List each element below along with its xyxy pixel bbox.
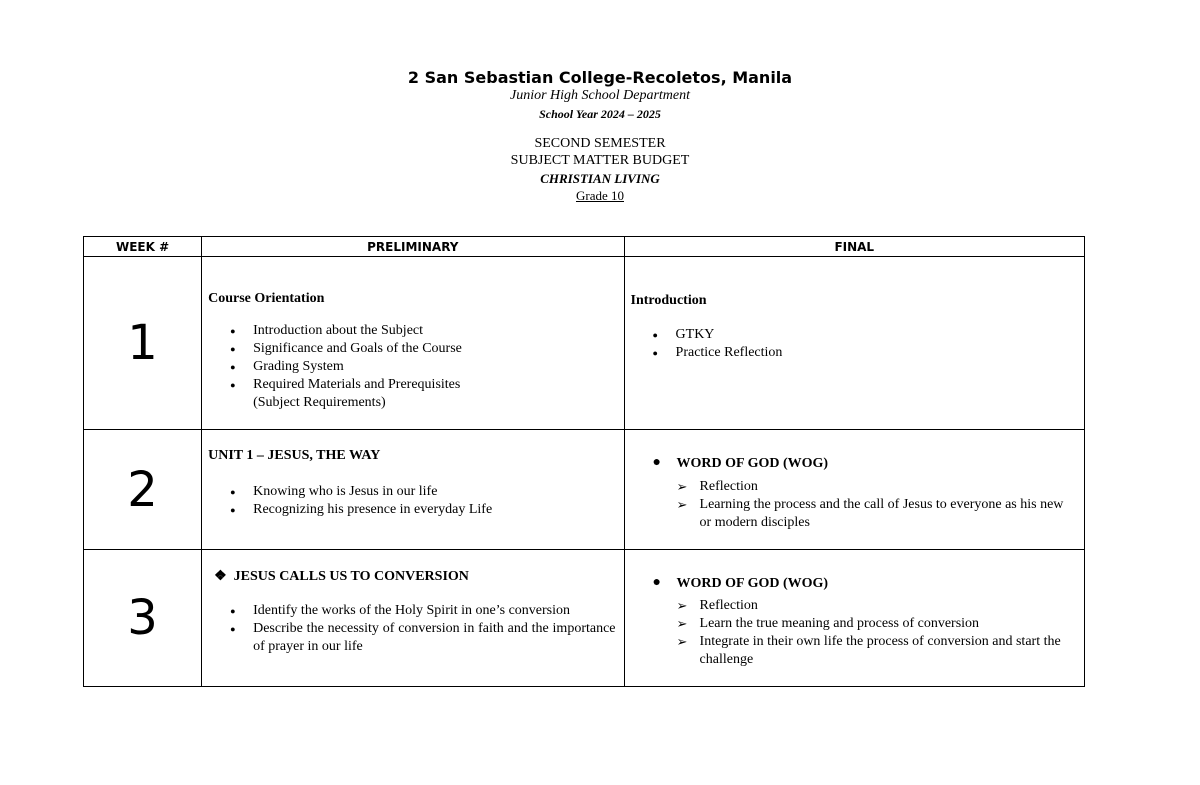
header-preliminary: PRELIMINARY bbox=[202, 237, 624, 257]
preliminary-cell bbox=[202, 257, 624, 430]
list-item: ● Grading System bbox=[208, 358, 615, 376]
list-item: ● Significance and Goals of the Course bbox=[208, 340, 615, 358]
week-number: 3 bbox=[84, 550, 202, 687]
final-heading bbox=[625, 456, 1076, 472]
header-week: WEEK # bbox=[84, 237, 202, 257]
table-row bbox=[84, 550, 1085, 687]
diamond-icon: ❖ bbox=[214, 569, 227, 584]
final-cell bbox=[624, 550, 1084, 687]
school-name: 2 San Sebastian College-Recoletos, Manila bbox=[407, 68, 793, 87]
preliminary-title: JESUS CALLS US TO CONVERSION bbox=[233, 569, 469, 584]
list-item: ● GTKY bbox=[631, 326, 1076, 344]
preliminary-list bbox=[208, 322, 615, 412]
semester: SECOND SEMESTER bbox=[534, 136, 666, 151]
table-row bbox=[84, 257, 1085, 430]
bullet-icon: ● bbox=[652, 455, 661, 470]
preliminary-list bbox=[208, 602, 615, 656]
final-cell bbox=[624, 430, 1084, 550]
list-item: ● Recognizing his presence in everyday Life bbox=[208, 501, 615, 519]
list-item: ➢ Learning the process and the call of Jesus to everyone as his new or modern disciples bbox=[625, 496, 1076, 532]
list-item: ➢ Reflection bbox=[625, 597, 1076, 615]
final-title: WORD OF GOD (WOG) bbox=[676, 456, 829, 471]
subject-name: CHRISTIAN LIVING bbox=[540, 171, 660, 186]
list-item: ● Knowing who is Jesus in our life bbox=[208, 483, 615, 501]
final-cell bbox=[624, 257, 1084, 430]
list-item: ➢ Reflection bbox=[625, 478, 1076, 496]
preliminary-cell bbox=[202, 550, 624, 687]
bullet-icon: ● bbox=[652, 575, 661, 590]
school-year: School Year 2024 – 2025 bbox=[539, 107, 661, 121]
list-item: ● Identify the works of the Holy Spirit in one’s conversion bbox=[208, 602, 615, 620]
header-final: FINAL bbox=[624, 237, 1084, 257]
final-title: WORD OF GOD (WOG) bbox=[676, 576, 829, 591]
final-list bbox=[625, 597, 1076, 669]
preliminary-cell bbox=[202, 430, 624, 550]
grade-level: Grade 10 bbox=[575, 188, 624, 203]
preliminary-title: UNIT 1 – JESUS, THE WAY bbox=[208, 448, 381, 463]
department: Junior High School Department bbox=[509, 88, 691, 103]
table-row bbox=[84, 430, 1085, 550]
budget-table bbox=[83, 236, 1085, 687]
document-title: SUBJECT MATTER BUDGET bbox=[510, 153, 690, 168]
table-header-row bbox=[84, 237, 1085, 257]
week-number: 1 bbox=[84, 257, 202, 430]
preliminary-list bbox=[208, 483, 615, 519]
final-list bbox=[625, 478, 1076, 532]
list-item: ● Introduction about the Subject bbox=[208, 322, 615, 340]
list-item: ➢ Integrate in their own life the process of conversion and start the challenge bbox=[625, 633, 1076, 669]
list-item: ● Describe the necessity of conversion in faith and the importance of prayer in our life bbox=[208, 620, 615, 656]
list-item: ● Required Materials and Prerequisites (Subject Requirements) bbox=[208, 376, 615, 412]
week-number: 2 bbox=[84, 430, 202, 550]
preliminary-heading bbox=[208, 568, 615, 585]
list-item: ● Practice Reflection bbox=[631, 344, 1076, 362]
final-list bbox=[631, 326, 1076, 362]
preliminary-title: Course Orientation bbox=[208, 291, 325, 306]
final-title: Introduction bbox=[630, 293, 707, 308]
final-heading bbox=[625, 576, 1076, 592]
list-item: ➢ Learn the true meaning and process of conversion bbox=[625, 615, 1076, 633]
